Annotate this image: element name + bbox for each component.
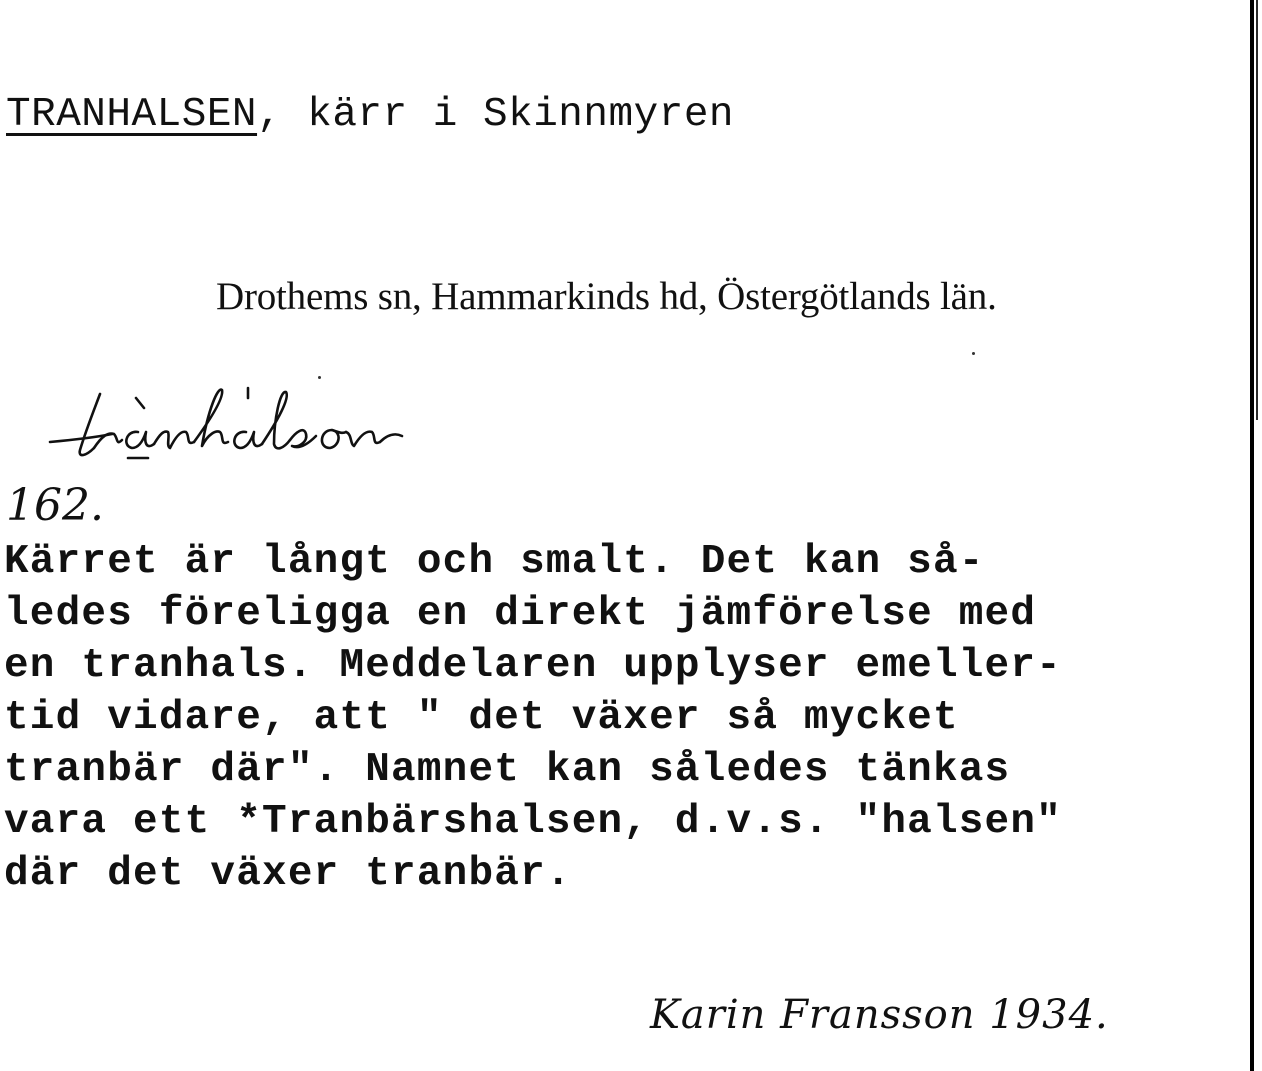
card-number: 162. [6,480,104,531]
place-name: TRANHALSEN [6,92,258,138]
body-line: en tranhals. Meddelaren upplyser emeller- [4,643,1062,689]
body-line: ledes föreligga en direkt jämförelse med [4,591,1037,637]
card-body [4,536,1254,900]
body-line: där det växer tranbär. [4,851,572,897]
paper-speck [972,352,975,355]
body-line: vara ett *Tranbärshalsen, d.v.s. "halsen" [4,799,1062,845]
body-line: tid vidare, att " det växer så mycket [4,695,959,741]
location-line: Drothems sn, Hammarkinds hd, Östergötlands län. [216,275,997,318]
card-title [6,92,734,138]
handwritten-pronunciation [42,380,492,470]
body-line: tranbär där". Namnet kan således tänkas [4,747,1011,793]
paper-speck [318,376,321,379]
signature: Karin Fransson 1934. [650,992,1109,1038]
place-description: , kärr i Skinnmyren [257,92,735,138]
body-line: Kärret är långt och smalt. Det kan så- [4,539,985,585]
card-right-border-shadow [1256,0,1258,420]
